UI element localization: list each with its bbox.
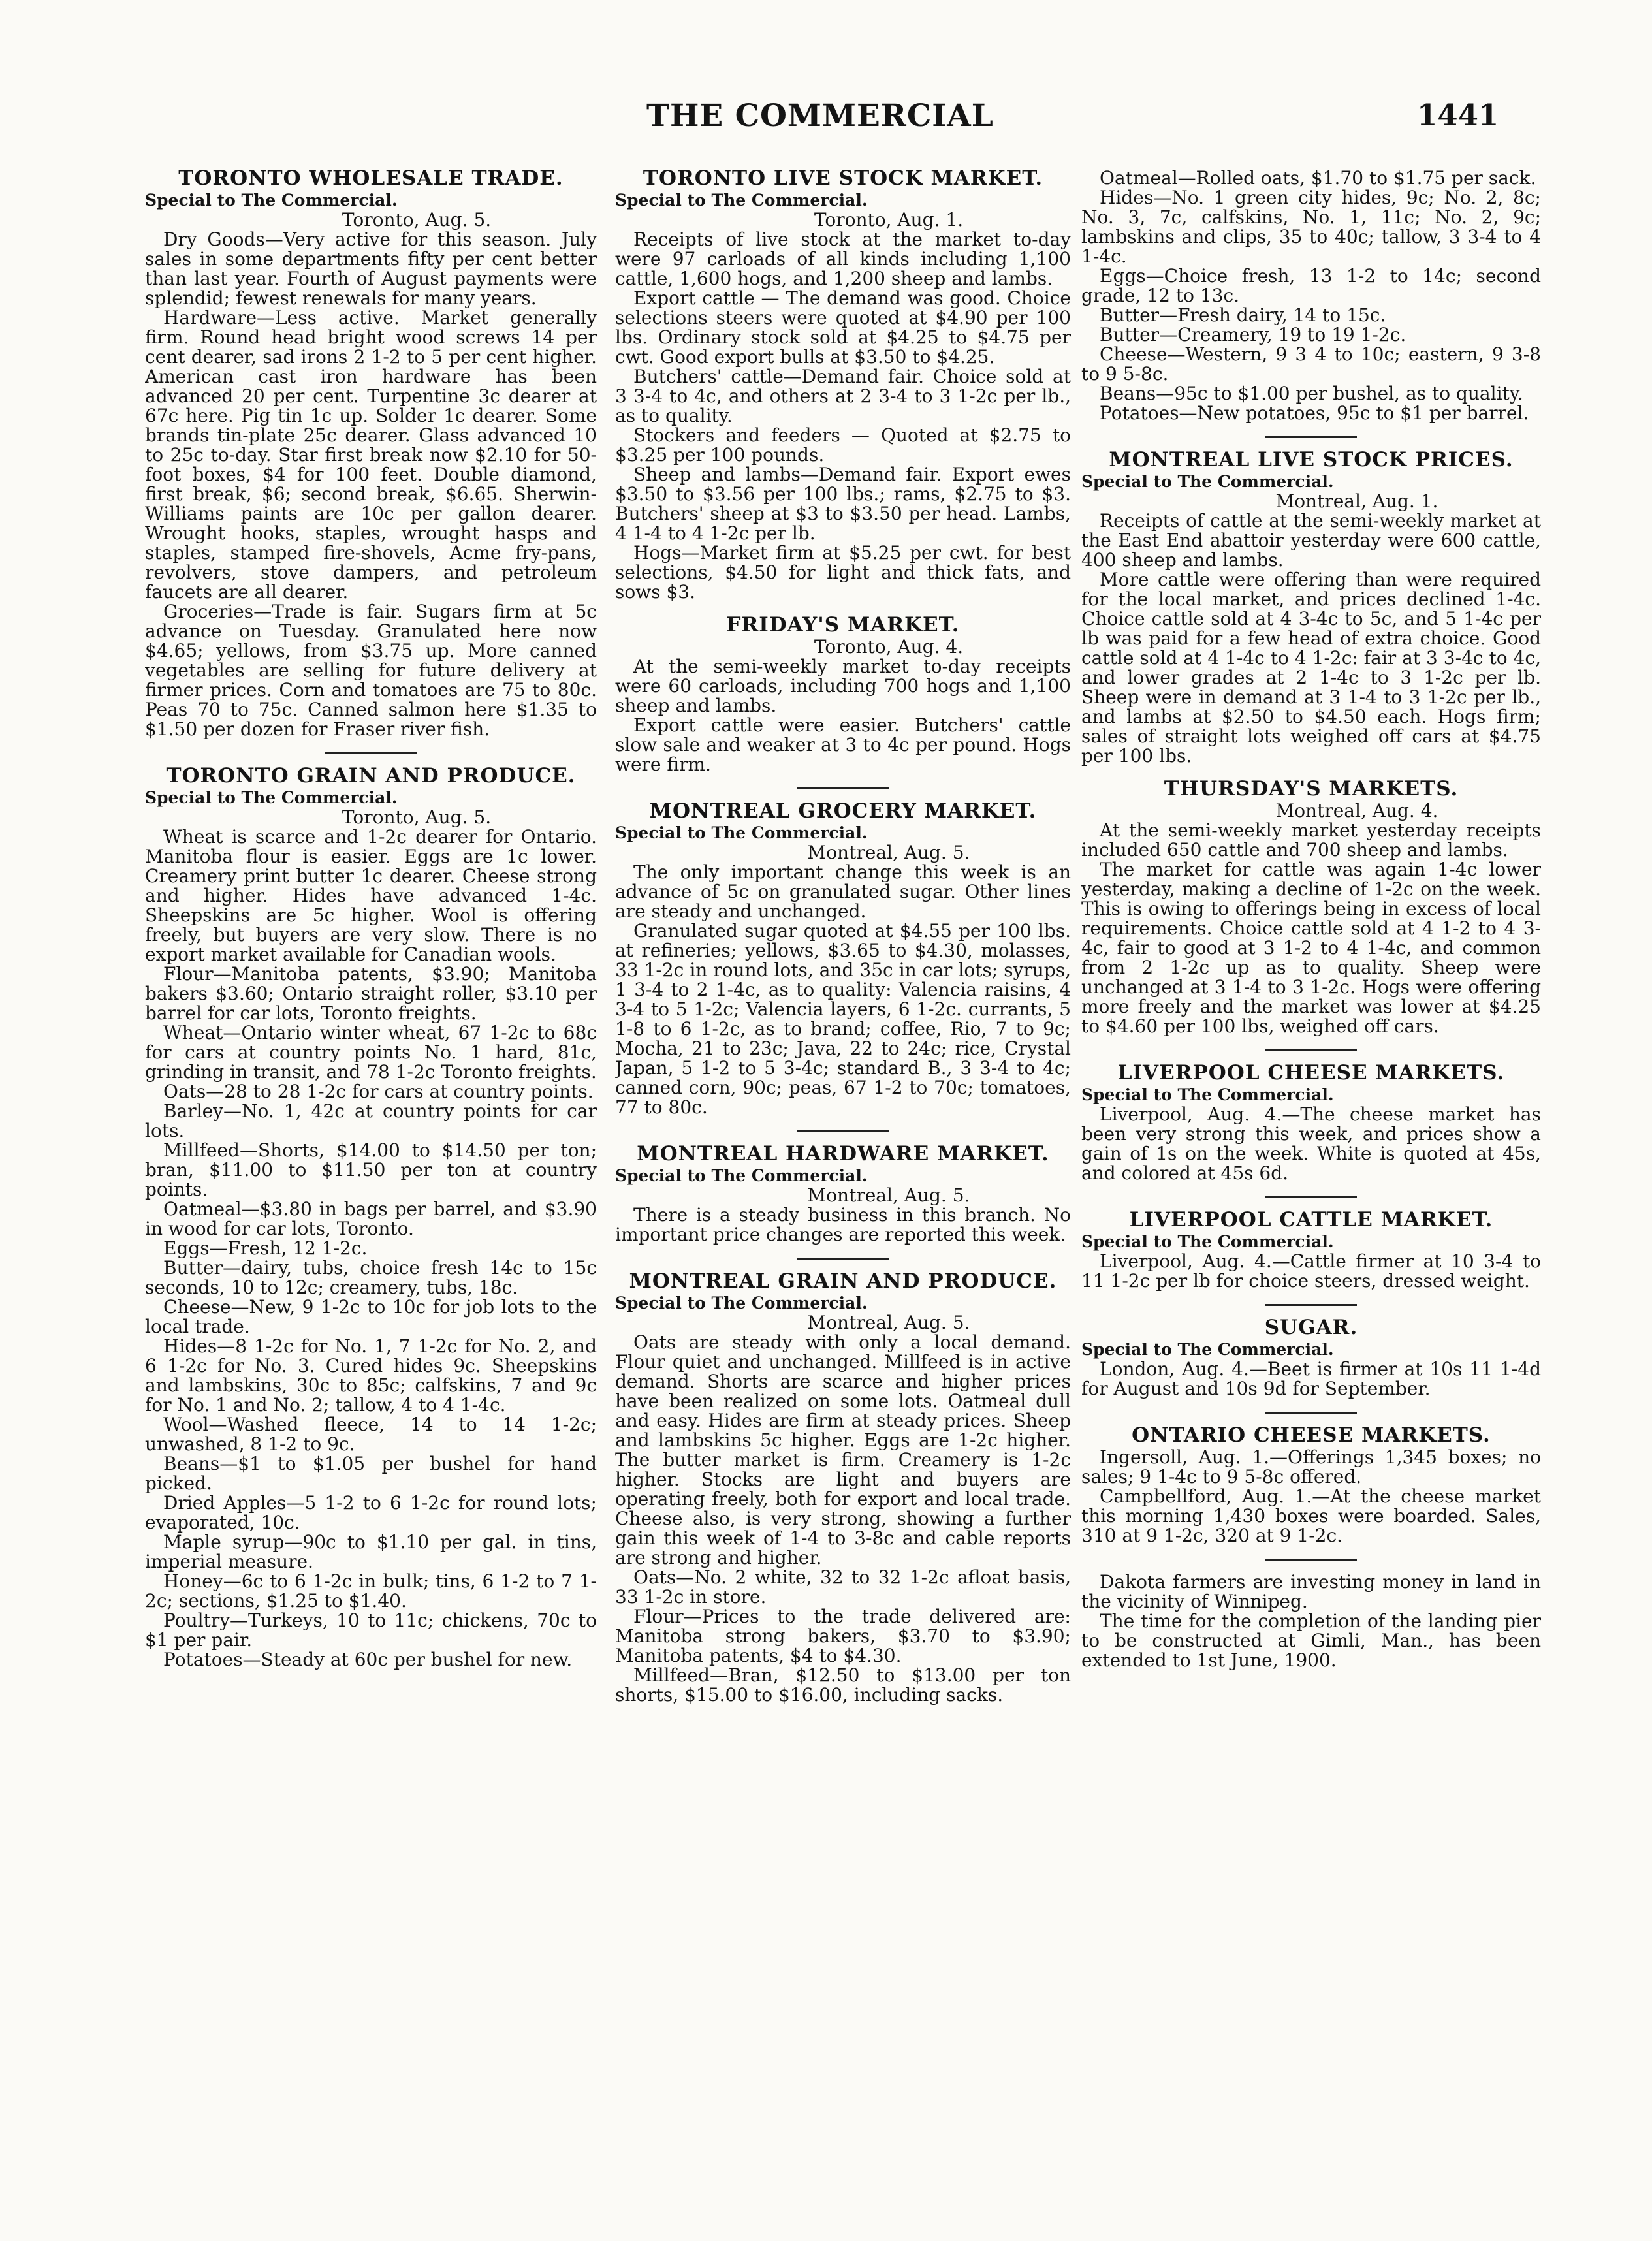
article-heading: FRIDAY'S MARKET. <box>726 613 960 637</box>
article-dateline: Toronto, Aug. 5. <box>342 209 492 230</box>
article-dateline: Montreal, Aug. 1. <box>1275 490 1438 512</box>
paragraph: Millfeed—Shorts, $14.00 to $14.50 per ton; bran, $11.00 to $11.50 per ton at country points. <box>145 1139 597 1200</box>
paragraph: Hides—8 1-2c for No. 1, 7 1-2c for No. 2, and 6 1-2c for No. 3. Cured hides 9c. Sheepskins and lambskins, 30c to 85c; calfskins, 7 and 9c for No. 1 and No. 2; tallow, 4 to 4 1-4c. <box>145 1335 597 1416</box>
paragraph: Oats—No. 2 white, 32 to 32 1-2c afloat basis, 33 1-2c in store. <box>615 1566 1071 1608</box>
column-3 <box>1081 168 1541 2212</box>
paragraph: Stockers and feeders — Quoted at $2.75 to $3.25 per 100 pounds. <box>615 424 1071 466</box>
paragraph: Butter—Creamery, 19 to 19 1-2c. <box>1100 324 1406 345</box>
section-divider <box>1265 1049 1357 1051</box>
article-toronto-wholesale <box>145 168 597 739</box>
paragraph: Honey—6c to 6 1-2c in bulk; tins, 6 1-2 to 7 1-2c; sections, $1.25 to $1.40. <box>145 1570 597 1612</box>
article-byline: Special to The Commercial. <box>145 788 398 807</box>
section-divider <box>1265 1196 1357 1198</box>
paragraph: Liverpool, Aug. 4.—The cheese market has been very strong this week, and prices show a gain of 1s on the week. White is quoted at 45s, and colored at 45s 6d. <box>1081 1104 1541 1184</box>
page-number: 1441 <box>1417 98 1499 133</box>
paragraph: Oats are steady with only a local demand. Flour quiet and unchanged. Millfeed is in active demand. Shorts are scarce and higher prices have been realized on some lots. Oatmeal dull and easy. Hides are firm at steady prices. Sheep and lambskins 5c higher. Eggs are 1-2c higher. The butter market is firm. Creamery is 1-2c higher. Stocks are light and buyers are operating freely, both for export and local trade. Cheese also, is very strong, showing a further gain this week of 1-4 to 3-8c and cable reports are strong and higher. <box>615 1331 1071 1568</box>
section-divider <box>1265 1559 1357 1561</box>
paragraph: Hogs—Market firm at $5.25 per cwt. for best selections, $4.50 for light and thick fats, and sows $3. <box>615 542 1071 603</box>
paragraph: Export cattle were easier. Butchers' cattle slow sale and weaker at 3 to 4c per pound. Hogs were firm. <box>615 714 1071 775</box>
article-heading: TORONTO LIVE STOCK MARKET. <box>643 168 1043 190</box>
paragraph: Potatoes—Steady at 60c per bushel for new. <box>163 1649 573 1670</box>
article-montreal-produce-continued <box>1081 168 1541 423</box>
paragraph: Butter—Fresh dairy, 14 to 15c. <box>1100 304 1386 326</box>
paragraph: Oatmeal—$3.80 in bags per barrel, and $3.90 in wood for car lots, Toronto. <box>145 1198 597 1239</box>
paragraph: Eggs—Choice fresh, 13 1-2 to 14c; second grade, 12 to 13c. <box>1081 265 1541 306</box>
paragraph: Beans—$1 to $1.05 per bushel for hand picked. <box>145 1453 597 1494</box>
paragraph: Oatmeal—Rolled oats, $1.70 to $1.75 per sack. <box>1100 168 1536 189</box>
article-byline: Special to The Commercial. <box>615 1294 868 1312</box>
article-sugar <box>1081 1318 1541 1399</box>
article-dateline: Montreal, Aug. 4. <box>1275 800 1438 821</box>
paragraph: Liverpool, Aug. 4.—Cattle firmer at 10 3-4 to 11 1-2c per lb for choice steers, dressed weight. <box>1081 1250 1541 1292</box>
paragraph: The time for the completion of the landing pier to be constructed at Gimli, Man., has been extended to 1st June, 1900. <box>1081 1610 1541 1671</box>
paragraph: Wool—Washed fleece, 14 to 14 1-2c; unwashed, 8 1-2 to 9c. <box>145 1414 597 1455</box>
article-heading: LIVERPOOL CATTLE MARKET. <box>1129 1208 1493 1232</box>
paragraph: Millfeed—Bran, $12.50 to $13.00 per ton shorts, $15.00 to $16.00, including sacks. <box>615 1664 1071 1706</box>
paragraph: Cheese—New, 9 1-2c to 10c for job lots to the local trade. <box>145 1296 597 1337</box>
paragraph: There is a steady business in this branch. No important price changes are reported this week. <box>615 1204 1071 1245</box>
paragraph: Campbellford, Aug. 1.—At the cheese market this morning 1,430 boxes were boarded. Sales, 310 at 9 1-2c, 320 at 9 1-2c. <box>1081 1486 1541 1546</box>
paragraph: Dried Apples—5 1-2 to 6 1-2c for round lots; evaporated, 10c. <box>145 1492 597 1533</box>
paragraph: London, Aug. 4.—Beet is firmer at 10s 11 1-4d for August and 10s 9d for September. <box>1081 1358 1541 1399</box>
publication-title: THE COMMERCIAL <box>646 98 994 134</box>
article-montreal-live-stock <box>1081 450 1541 766</box>
article-dateline: Toronto, Aug. 4. <box>814 636 964 658</box>
article-dateline: Montreal, Aug. 5. <box>807 842 970 863</box>
article-dakota-note <box>1081 1572 1541 1670</box>
paragraph: At the semi-weekly market to-day receipts were 60 carloads, including 700 hogs and 1,100 sheep and lambs. <box>615 656 1071 716</box>
paragraph: Eggs—Fresh, 12 1-2c. <box>163 1237 368 1259</box>
article-toronto-live-stock <box>615 168 1071 602</box>
paragraph: At the semi-weekly market yesterday receipts included 650 cattle and 700 sheep and lambs. <box>1081 819 1541 861</box>
article-heading: TORONTO GRAIN AND PRODUCE. <box>166 764 576 787</box>
article-byline: Special to The Commercial. <box>1081 1232 1334 1251</box>
column-1 <box>145 168 597 2212</box>
paragraph: More cattle were offering than were required for the local market, and prices declined 1-4c. Choice cattle sold at 4 3-4c to 5c, and 5 1-4c per lb was paid for a few head of extra choice. Good cattle sold at 4 1-4c to 4 1-2c: fair at 3 3-4c to 4c, and lower grades at 2 1-4c to 3 1-2c per lb. Sheep were in demand at 3 1-4 to 3 1-2c per lb., and lambs at $2.50 to $4.50 each. Hogs firm; sales of straight lots weighed off cars at $4.75 per 100 lbs. <box>1081 569 1541 767</box>
paragraph: Receipts of live stock at the market to-day were 97 carloads of all kinds including 1,100 cattle, 1,600 hogs, and 1,200 sheep and lambs. <box>615 229 1071 289</box>
article-dateline: Toronto, Aug. 1. <box>814 209 964 230</box>
section-divider <box>1265 1304 1357 1306</box>
article-byline: Special to The Commercial. <box>615 1166 868 1185</box>
paragraph: Flour—Prices to the trade delivered are: Manitoba strong bakers, $3.70 to $3.90; Manitoba patents, $4 to $4.30. <box>615 1606 1071 1666</box>
masthead <box>0 98 1652 150</box>
article-dateline: Montreal, Aug. 5. <box>807 1184 970 1206</box>
paragraph: Hides—No. 1 green city hides, 9c; No. 2, 8c; No. 3, 7c, calfskins, No. 1, 11c; No. 2, 9c; lambskins and clips, 35 to 40c; tallow, 3 3-4 to 4 1-4c. <box>1081 187 1541 267</box>
article-heading: THURSDAY'S MARKETS. <box>1164 777 1459 801</box>
section-divider <box>1265 1412 1357 1414</box>
section-divider <box>1265 436 1357 438</box>
article-heading: MONTREAL LIVE STOCK PRICES. <box>1109 448 1514 471</box>
article-heading: LIVERPOOL CHEESE MARKETS. <box>1117 1061 1505 1085</box>
article-heading: MONTREAL GROCERY MARKET. <box>649 799 1037 823</box>
paragraph: Sheep and lambs—Demand fair. Export ewes $3.50 to $3.56 per 100 lbs.; rams, $2.75 to $3. Butchers' sheep at $3 to $3.50 per head. Lambs, 4 1-4 to 4 1-2c per lb. <box>615 464 1071 544</box>
paragraph: Groceries—Trade is fair. Sugars firm at 5c advance on Tuesday. Granulated here now $4.65; yellows, from $3.75 up. More canned vegetables are selling for future delivery at firmer prices. Corn and tomatoes are 75 to 80c. Peas 70 to 75c. Canned salmon here $1.35 to $1.50 per dozen for Fraser river fish. <box>145 601 597 740</box>
paragraph: Barley—No. 1, 42c at country points for car lots. <box>145 1100 597 1141</box>
column-2 <box>615 168 1071 2212</box>
paragraph: Butchers' cattle—Demand fair. Choice sold at 3 3-4 to 4c, and others at 2 3-4 to 3 1-2c per lb., as to quality. <box>615 366 1071 426</box>
paragraph: Potatoes—New potatoes, 95c to $1 per barrel. <box>1100 402 1529 424</box>
article-byline: Special to The Commercial. <box>615 823 868 842</box>
paragraph: Wheat—Ontario winter wheat, 67 1-2c to 68c for cars at country points No. 1 hard, 81c, grinding in transit, and 78 1-2c Toronto freights. <box>145 1022 597 1083</box>
article-heading: ONTARIO CHEESE MARKETS. <box>1132 1423 1491 1447</box>
article-dateline: Montreal, Aug. 5. <box>807 1312 970 1333</box>
article-heading: TORONTO WHOLESALE TRADE. <box>178 168 564 190</box>
paragraph: Ingersoll, Aug. 1.—Offerings 1,345 boxes; no sales; 9 1-4c to 9 5-8c offered. <box>1081 1446 1541 1487</box>
paragraph: Flour—Manitoba patents, $3.90; Manitoba bakers $3.60; Ontario straight roller, $3.10 per barrel for car lots, Toronto freights. <box>145 963 597 1024</box>
article-heading: MONTREAL GRAIN AND PRODUCE. <box>629 1269 1057 1293</box>
article-montreal-grain <box>615 1271 1071 1705</box>
article-fridays-market <box>615 615 1071 774</box>
article-ontario-cheese <box>1081 1425 1541 1546</box>
paragraph: Export cattle — The demand was good. Choice selections steers were quoted at $4.90 per 100 lbs. Ordinary stock sold at $4.25 to $4.75 per cwt. Good export bulls at $3.50 to $4.25. <box>615 287 1071 368</box>
paragraph: Wheat is scarce and 1-2c dearer for Ontario. Manitoba flour is easier. Eggs are 1c lower. Creamery print butter 1c dearer. Cheese strong and higher. Hides have advanced 1-4c. Sheepskins are 5c higher. Wool is offering freely, but buyers are very slow. There is no export market available for Canadian wools. <box>145 826 597 965</box>
paragraph: Poultry—Turkeys, 10 to 11c; chickens, 70c to $1 per pair. <box>145 1610 597 1651</box>
article-byline: Special to The Commercial. <box>1081 472 1334 491</box>
article-byline: Special to The Commercial. <box>145 191 398 210</box>
paragraph: Beans—95c to $1.00 per bushel, as to quality. <box>1100 383 1523 404</box>
paragraph: The only important change this week is an advance of 5c on granulated sugar. Other lines are steady and unchanged. <box>615 861 1071 922</box>
article-montreal-hardware <box>615 1144 1071 1245</box>
section-divider <box>797 1130 889 1132</box>
article-toronto-grain <box>145 766 597 1670</box>
article-heading: SUGAR. <box>1264 1316 1358 1339</box>
paragraph: Dry Goods—Very active for this season. July sales in some departments fifty per cent better than last year. Fourth of August payments were splendid; fewest renewals for many years. <box>145 229 597 309</box>
paragraph: Hardware—Less active. Market generally firm. Round head bright wood screws 14 per cent dearer, sad irons 2 1-2 to 5 per cent higher. American cast iron hardware has been advanced 20 per cent. Turpentine 3c dearer at 67c here. Pig tin 1c up. Solder 1c dearer. Some brands tin-plate 25c dearer. Glass advanced 10 to 25c to-day. Star first break now $2.10 for 50-foot boxes, $4 for 100 feet. Double diamond, first break, $6; second break, $6.65. Sherwin-Williams paints are 10c per gallon dearer. Wrought hooks, staples, wrought hasps and staples, stamped fire-shovels, Acme fry-pans, revolvers, stove dampers, and petroleum faucets are all dearer. <box>145 307 597 603</box>
article-byline: Special to The Commercial. <box>615 191 868 210</box>
article-byline: Special to The Commercial. <box>1081 1085 1334 1104</box>
section-divider <box>797 787 889 789</box>
paragraph: The market for cattle was again 1-4c lower yesterday, making a decline of 1-2c on the week. This is owing to offerings being in excess of local requirements. Choice cattle sold at 4 1-2 to 4 3-4c, fair to good at 3 1-2 to 4 1-4c, and common from 2 1-2c up as to quality. Sheep were unchanged at 3 1-4 to 3 1-2c. Hogs were offering more freely and the market was lower at $4.25 to $4.60 per 100 lbs, weighed off cars. <box>1081 859 1541 1037</box>
article-liverpool-cheese <box>1081 1063 1541 1183</box>
article-liverpool-cattle <box>1081 1210 1541 1291</box>
paragraph: Granulated sugar quoted at $4.55 per 100 lbs. at refineries; yellows, $3.65 to $4.30, molasses, 33 1-2c in round lots, and 35c in car lots; syrups, 1 3-4 to 2 1-4c, as to quality: Valencia raisins, 4 3-4 to 5 1-2c; Valencia layers, 6 1-2c. currants, 5 1-8 to 6 1-2c, as to brand; coffee, Rio, 7 to 9c; Mocha, 21 to 23c; Java, 22 to 24c; rice, Crystal Japan, 5 1-2 to 5 3-4c; standard B., 3 3-4 to 4c; canned corn, 90c; peas, 67 1-2 to 70c; tomatoes, 77 to 80c. <box>615 920 1071 1118</box>
article-dateline: Toronto, Aug. 5. <box>342 806 492 828</box>
article-byline: Special to The Commercial. <box>1081 1340 1334 1359</box>
article-heading: MONTREAL HARDWARE MARKET. <box>637 1142 1049 1166</box>
paragraph: Maple syrup—90c to $1.10 per gal. in tins, imperial measure. <box>145 1531 597 1572</box>
section-divider <box>325 752 417 754</box>
paragraph: Butter—dairy, tubs, choice fresh 14c to 15c seconds, 10 to 12c; creamery, tubs, 18c. <box>145 1257 597 1298</box>
paragraph: Dakota farmers are investing money in land in the vicinity of Winnipeg. <box>1081 1571 1541 1612</box>
paragraph: Oats—28 to 28 1-2c for cars at country points. <box>163 1081 594 1102</box>
article-thursdays-markets <box>1081 779 1541 1036</box>
article-montreal-grocery <box>615 801 1071 1117</box>
paragraph: Cheese—Western, 9 3 4 to 10c; eastern, 9 3-8 to 9 5-8c. <box>1081 343 1541 385</box>
paragraph: Receipts of cattle at the semi-weekly market at the East End abattoir yesterday were 600 cattle, 400 sheep and lambs. <box>1081 510 1541 571</box>
section-divider <box>797 1258 889 1260</box>
